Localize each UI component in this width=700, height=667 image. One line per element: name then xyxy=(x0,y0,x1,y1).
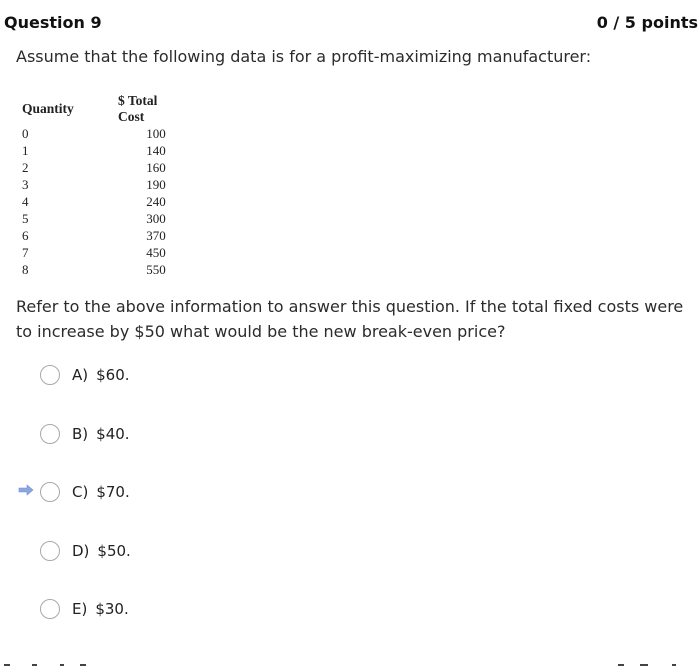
cell-quantity: 1 xyxy=(22,143,29,158)
radio-button[interactable] xyxy=(40,365,60,385)
answer-option-a[interactable] xyxy=(40,362,130,388)
cell-total-cost: 550 xyxy=(146,262,166,277)
radio-button[interactable] xyxy=(40,424,60,444)
option-value: $30. xyxy=(95,600,129,618)
radio-button[interactable] xyxy=(40,482,60,502)
answer-option-b[interactable] xyxy=(40,421,130,447)
table-row xyxy=(22,193,176,210)
cell-quantity: 7 xyxy=(22,245,29,260)
option-letter: A) xyxy=(72,366,89,384)
option-value: $40. xyxy=(96,425,130,443)
option-value: $50. xyxy=(97,542,131,560)
question-header xyxy=(0,0,700,44)
cell-quantity: 4 xyxy=(22,194,29,209)
option-value: $60. xyxy=(96,366,130,384)
option-letter: E) xyxy=(72,600,88,618)
table-row xyxy=(22,159,176,176)
cell-quantity: 0 xyxy=(22,126,29,141)
cell-total-cost: 450 xyxy=(146,245,166,260)
cell-quantity: 2 xyxy=(22,160,29,175)
cell-quantity: 3 xyxy=(22,177,29,192)
cost-data-table xyxy=(22,93,176,278)
table-row xyxy=(22,261,176,278)
answer-option-d[interactable] xyxy=(40,538,131,564)
cell-total-cost: 100 xyxy=(146,126,166,141)
cell-total-cost: 160 xyxy=(146,160,166,175)
question-title: Question 9 xyxy=(4,13,102,32)
radio-button[interactable] xyxy=(40,541,60,561)
option-letter: D) xyxy=(72,542,90,560)
option-letter: C) xyxy=(72,483,89,501)
table-row xyxy=(22,125,176,142)
cell-quantity: 5 xyxy=(22,211,29,226)
cut-off-next-section xyxy=(0,658,700,667)
column-header-quantity: Quantity xyxy=(22,101,74,116)
cell-total-cost: 140 xyxy=(146,143,166,158)
column-header-total-cost: $ Total Cost xyxy=(118,93,158,124)
option-value: $70. xyxy=(96,483,130,501)
cell-total-cost: 300 xyxy=(146,211,166,226)
cell-total-cost: 240 xyxy=(146,194,166,209)
cell-quantity: 6 xyxy=(22,228,29,243)
right-arrow-icon xyxy=(18,484,34,496)
cell-total-cost: 370 xyxy=(146,228,166,243)
table-row xyxy=(22,244,176,261)
question-intro: Assume that the following data is for a profit-maximizing manufacturer: xyxy=(16,47,592,66)
table-header-row xyxy=(22,93,176,125)
question-points: 0 / 5 points xyxy=(596,13,698,32)
cell-quantity: 8 xyxy=(22,262,29,277)
table-row xyxy=(22,227,176,244)
cell-total-cost: 190 xyxy=(146,177,166,192)
radio-button[interactable] xyxy=(40,599,60,619)
question-text: Refer to the above information to answer this question. If the total fixed costs were to increase by $50 what would be the new break-even price? xyxy=(16,297,684,341)
table-row xyxy=(22,176,176,193)
table-row xyxy=(22,142,176,159)
table-row xyxy=(22,210,176,227)
option-letter: B) xyxy=(72,425,89,443)
answer-option-c[interactable] xyxy=(40,479,130,505)
answer-option-e[interactable] xyxy=(40,596,129,622)
